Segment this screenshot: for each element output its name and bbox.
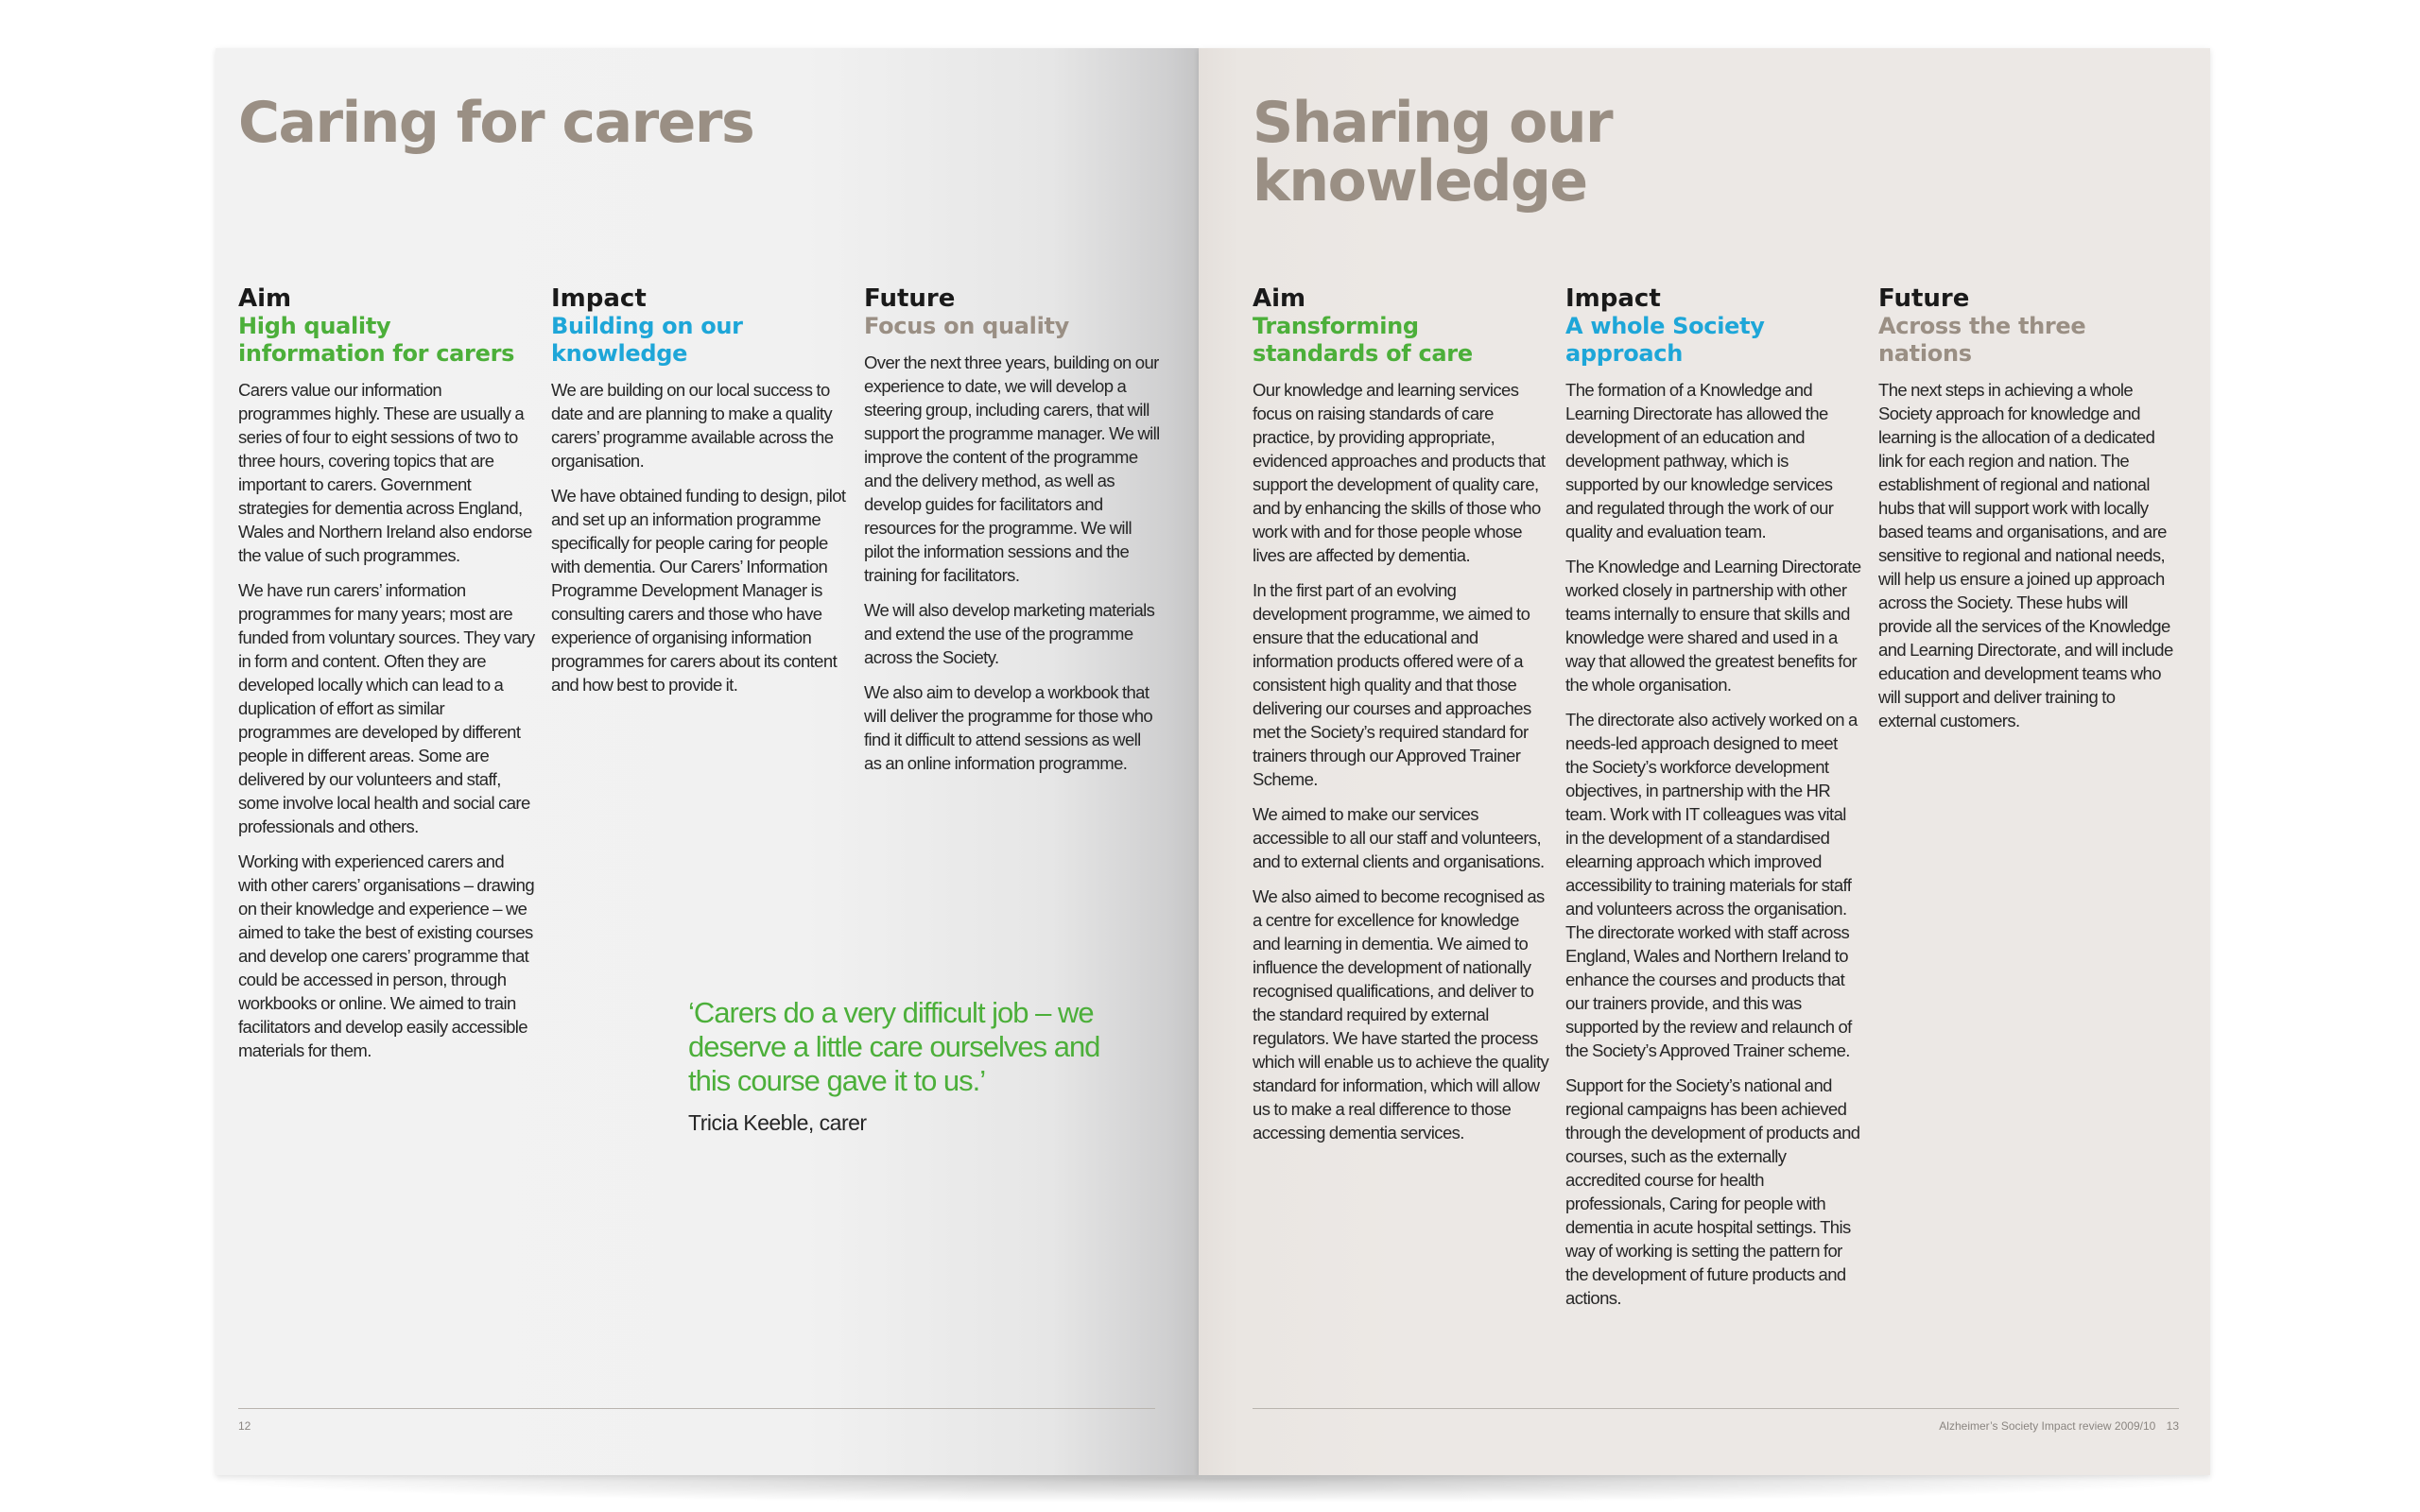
column-subtitle: A whole Society approach xyxy=(1565,313,1765,367)
paragraph: We are building on our local success to date and are planning to make a quality carers’ programme available across the organisation. xyxy=(551,380,834,471)
page-title: Caring for carers xyxy=(238,90,754,156)
paragraph: The Knowledge and Learning Directorate worked closely in partnership with other teams internally to ensure that skills and knowledge were shared and used in a way that allowed the greatest benefits for the whole organisation. xyxy=(1565,557,1861,695)
paragraph: Over the next three years, building on our experience to date, we will develop a steering group, including carers, that will support the programme manager. We will improve the content of the programme and the delivery method, as well as develop guides for facilitators and resources for the programme. We will pilot the information sessions and the training for facilitators. xyxy=(864,352,1160,585)
aim-column xyxy=(1253,284,1549,1156)
paragraph: We have run carers’ information programmes for many years; most are funded from voluntary sources. They vary in form and content. Often they are developed locally which can lead to a duplication of effort as similar programmes are developed by different people in different areas. Some are delivered by our volunteers and staff, some involve local health and social care professionals and others. xyxy=(238,580,535,836)
paragraph: Our knowledge and learning services focus on raising standards of care practice, by providing appropriate, evidenced approaches and products that support the development of quality care, and by enhancing the skills of those who work with and for those people whose lives are affected by dementia. xyxy=(1253,380,1546,565)
column-label: Impact xyxy=(551,284,647,313)
paragraph: The directorate also actively worked on a needs-led approach designed to meet the Society’s workforce development objectives, in partnership with the HR team. Work with IT colleagues was vital in the development of a standardised elearning approach which improved accessibility to training materials for staff and volunteers across the organisation. The directorate worked with staff across England, Wales and Northern Ireland to enhance the courses and products that our trainers provide, and this was supported by the review and relaunch of the Society’s Approved Trainer scheme. xyxy=(1565,710,1858,1060)
paragraph: We have obtained funding to design, pilot and set up an information programme specifically for people caring for people with dementia. Our Carers’ Information Programme Development Manager is consulting carers and those who have experience of organising information programmes for carers about its content and how best to provide it. xyxy=(551,486,846,695)
paragraph: We also aimed to become recognised as a centre for excellence for knowledge and learning in dementia. We aimed to influence the development of nationally recognised qualifications, and deliver to the standard required by external regulators. We have started the process which will enable us to achieve the quality standard for information, which will allow us to make a real difference to those accessing dementia services. xyxy=(1253,886,1549,1143)
paragraph: In the first part of an evolving development programme, we aimed to ensure that the educational and information products offered were of a consistent high quality and that those delivering our courses and approaches met the Society’s required standard for trainers through our Approved Trainer Scheme. xyxy=(1253,580,1531,789)
page-number: 13 xyxy=(2166,1419,2179,1433)
pull-quote xyxy=(688,996,1104,1136)
paragraph: The formation of a Knowledge and Learning Directorate has allowed the development of an education and development pathway, which is supported by our knowledge services and regulated through the work of our quality and evaluation team. xyxy=(1565,380,1834,541)
aim-column xyxy=(238,284,535,1074)
footer xyxy=(1939,1419,2179,1433)
column-subtitle: High quality information for carers xyxy=(238,313,515,367)
column-subtitle: Building on our knowledge xyxy=(551,313,743,367)
publication-title: Alzheimer’s Society Impact review 2009/10 xyxy=(1939,1419,2156,1433)
quote-text: ‘Carers do a very difficult job – we deserve a little care ourselves and this course gave it to us.’ xyxy=(688,996,1100,1097)
paragraph: We will also develop marketing materials and extend the use of the programme across the Society. xyxy=(864,600,1155,667)
paragraph: The next steps in achieving a whole Society approach for knowledge and learning is the allocation of a dedicated link for each region and nation. The establishment of regional and national hubs that will support work with locally based teams and organisations, and are sensitive to regional and national needs, will help us ensure a joined up approach across the Society. These hubs will provide all the services of the Knowledge and Learning Directorate, and will include education and development teams who will support and deliver training to external customers. xyxy=(1878,380,2173,730)
paragraph: We also aim to develop a workbook that will deliver the programme for those who find it difficult to attend sessions as well as an online information programme. xyxy=(864,682,1153,773)
page-number: 12 xyxy=(238,1419,251,1433)
column-label: Future xyxy=(1878,284,1970,313)
column-subtitle: Focus on quality xyxy=(864,313,1070,339)
column-subtitle: Across the three nations xyxy=(1878,313,2086,367)
paragraph: Carers value our information programmes highly. These are usually a series of four to eight sessions of two to three hours, covering topics that are important to carers. Government strategies for dementia across England, Wales and Northern Ireland also endorse the value of such programmes. xyxy=(238,380,532,565)
left-page xyxy=(216,48,1199,1475)
footer-rule xyxy=(1253,1408,2179,1409)
column-label: Future xyxy=(864,284,956,313)
column-subtitle: Transforming standards of care xyxy=(1253,313,1473,367)
column-label: Impact xyxy=(1565,284,1661,313)
paragraph: Working with experienced carers and with other carers’ organisations – drawing on their knowledge and experience – we aimed to take the best of existing courses and develop one carers’ programme that could be accessed in person, through workbooks or online. We aimed to train facilitators and develop easily accessible materials for them. xyxy=(238,851,535,1060)
column-label: Aim xyxy=(238,284,292,313)
impact-column xyxy=(1565,284,1862,1321)
column-label: Aim xyxy=(1253,284,1306,313)
page-title: Sharing our knowledge xyxy=(1253,90,1613,215)
paragraph: We aimed to make our services accessible to all our staff and volunteers, and to external clients and organisations. xyxy=(1253,804,1545,871)
quote-attribution: Tricia Keeble, carer xyxy=(688,1110,867,1135)
future-column xyxy=(864,284,1161,786)
future-column xyxy=(1878,284,2175,744)
paragraph: Support for the Society’s national and regional campaigns has been achieved through the development of products and courses, such as the externally accredited course for health professionals, Caring for people with dementia in acute hospital settings. This way of working is setting the pattern for the development of future products and actions. xyxy=(1565,1075,1860,1308)
impact-column xyxy=(551,284,848,708)
right-page xyxy=(1199,48,2210,1475)
footer-rule xyxy=(238,1408,1155,1409)
